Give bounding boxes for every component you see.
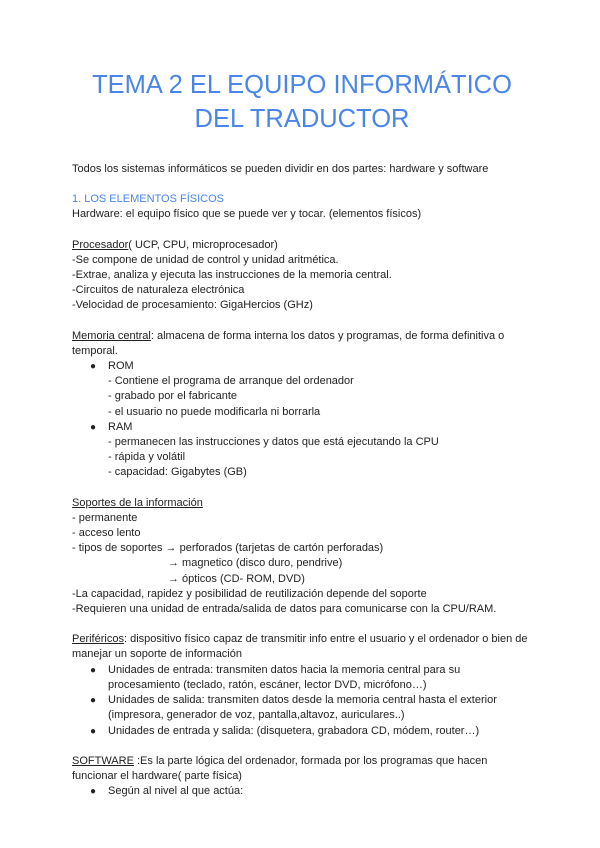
procesador-rest: ( UCP, CPU, microprocesador) xyxy=(128,238,278,251)
software-item: Según al nivel al que actúa: xyxy=(108,785,244,798)
list-item xyxy=(72,784,532,799)
section-heading: 1. LOS ELEMENTOS FÍSICOS xyxy=(72,193,225,206)
bullet-icon: ● xyxy=(90,695,97,707)
rom-title: ROM xyxy=(108,360,134,373)
title-line-1: TEMA 2 EL EQUIPO INFORMÁTICO xyxy=(92,71,512,99)
soportes-arrow-line: → magnetico (disco duro, pendrive) xyxy=(168,557,343,570)
list-item xyxy=(72,693,532,723)
list-item xyxy=(72,663,532,693)
bullet-icon: ● xyxy=(90,786,97,798)
perifericos-item: Unidades de entrada: transmiten datos hacia la memoria central para su procesamiento (teclado, ratón, escáner, lector DVD, micrófono…) xyxy=(108,663,461,691)
soportes-line: - tipos de soportes → perforados (tarjetas de cartón perforadas) xyxy=(72,542,384,555)
soportes-line: - acceso lento xyxy=(72,527,141,540)
soportes-heading xyxy=(72,496,532,511)
memoria-heading xyxy=(72,329,532,359)
ram-detail: - capacidad: Gigabytes (GB) xyxy=(108,466,247,479)
soportes-line: - permanente xyxy=(72,511,138,524)
procesador-line: -Se compone de unidad de control y unidad aritmética. xyxy=(72,253,339,266)
bullet-icon: ● xyxy=(90,664,97,676)
perifericos-rest: : dispositivo físico capaz de transmitir info entre el usuario y el ordenador o bien de manejar un soporte de información xyxy=(72,633,528,661)
soportes-note: -La capacidad, rapidez y posibilidad de reutilización depende del soporte xyxy=(72,587,427,600)
procesador-line: -Velocidad de procesamiento: GigaHercios (GHz) xyxy=(72,299,313,312)
software-rest: :Es la parte lógica del ordenador, formada por los programas que hacen funcionar el hardware( parte física) xyxy=(72,754,488,782)
ram-detail: - rápida y volátil xyxy=(108,451,186,464)
soportes-arrow-line: → ópticos (CD- ROM, DVD) xyxy=(168,572,305,585)
memoria-label: Memoria central xyxy=(72,329,151,342)
memoria-rest: : almacena de forma interna los datos y programas, de forma definitiva o temporal. xyxy=(72,329,505,357)
intro-text: Todos los sistemas informáticos se pueden dividir en dos partes: hardware y software xyxy=(72,163,489,175)
procesador-heading xyxy=(72,238,532,253)
bullet-icon: ● xyxy=(90,361,97,373)
rom-detail: - grabado por el fabricante xyxy=(108,390,238,403)
list-item-rom xyxy=(72,359,532,374)
document-title xyxy=(60,68,544,136)
soportes-note: -Requieren una unidad de entrada/salida de datos para comunicarse con la CPU/RAM. xyxy=(72,603,497,616)
hardware-definition: Hardware: el equipo físico que se puede ver y tocar. (elementos físicos) xyxy=(72,208,422,221)
perifericos-label: Periféricos xyxy=(72,633,124,646)
list-item-ram xyxy=(72,420,532,435)
software-label: SOFTWARE xyxy=(72,754,134,767)
list-item xyxy=(72,724,532,739)
document-page xyxy=(72,68,532,799)
ram-title: RAM xyxy=(108,420,133,433)
bullet-icon: ● xyxy=(90,725,97,737)
perifericos-item: Unidades de entrada y salida: (disquetera, grabadora CD, módem, router…) xyxy=(108,724,480,737)
rom-detail: - el usuario no puede modificarla ni borrarla xyxy=(108,405,321,418)
procesador-line: -Circuitos de naturaleza electrónica xyxy=(72,284,245,297)
rom-detail: - Contiene el programa de arranque del ordenador xyxy=(108,375,354,388)
perifericos-item: Unidades de salida: transmiten datos desde la memoria central hasta el exterior (impresora, generador de voz, pantalla,altavoz, auriculares..) xyxy=(108,694,497,722)
title-line-2: DEL TRADUCTOR xyxy=(194,105,410,133)
perifericos-heading xyxy=(72,632,532,662)
bullet-icon: ● xyxy=(90,421,97,433)
ram-detail: - permanecen las instrucciones y datos que está ejecutando la CPU xyxy=(108,436,439,449)
procesador-line: -Extrae, analiza y ejecuta las instrucciones de la memoria central. xyxy=(72,269,392,282)
soportes-label: Soportes de la información xyxy=(72,496,203,509)
software-heading xyxy=(72,754,532,784)
procesador-label: Procesador xyxy=(72,238,129,251)
